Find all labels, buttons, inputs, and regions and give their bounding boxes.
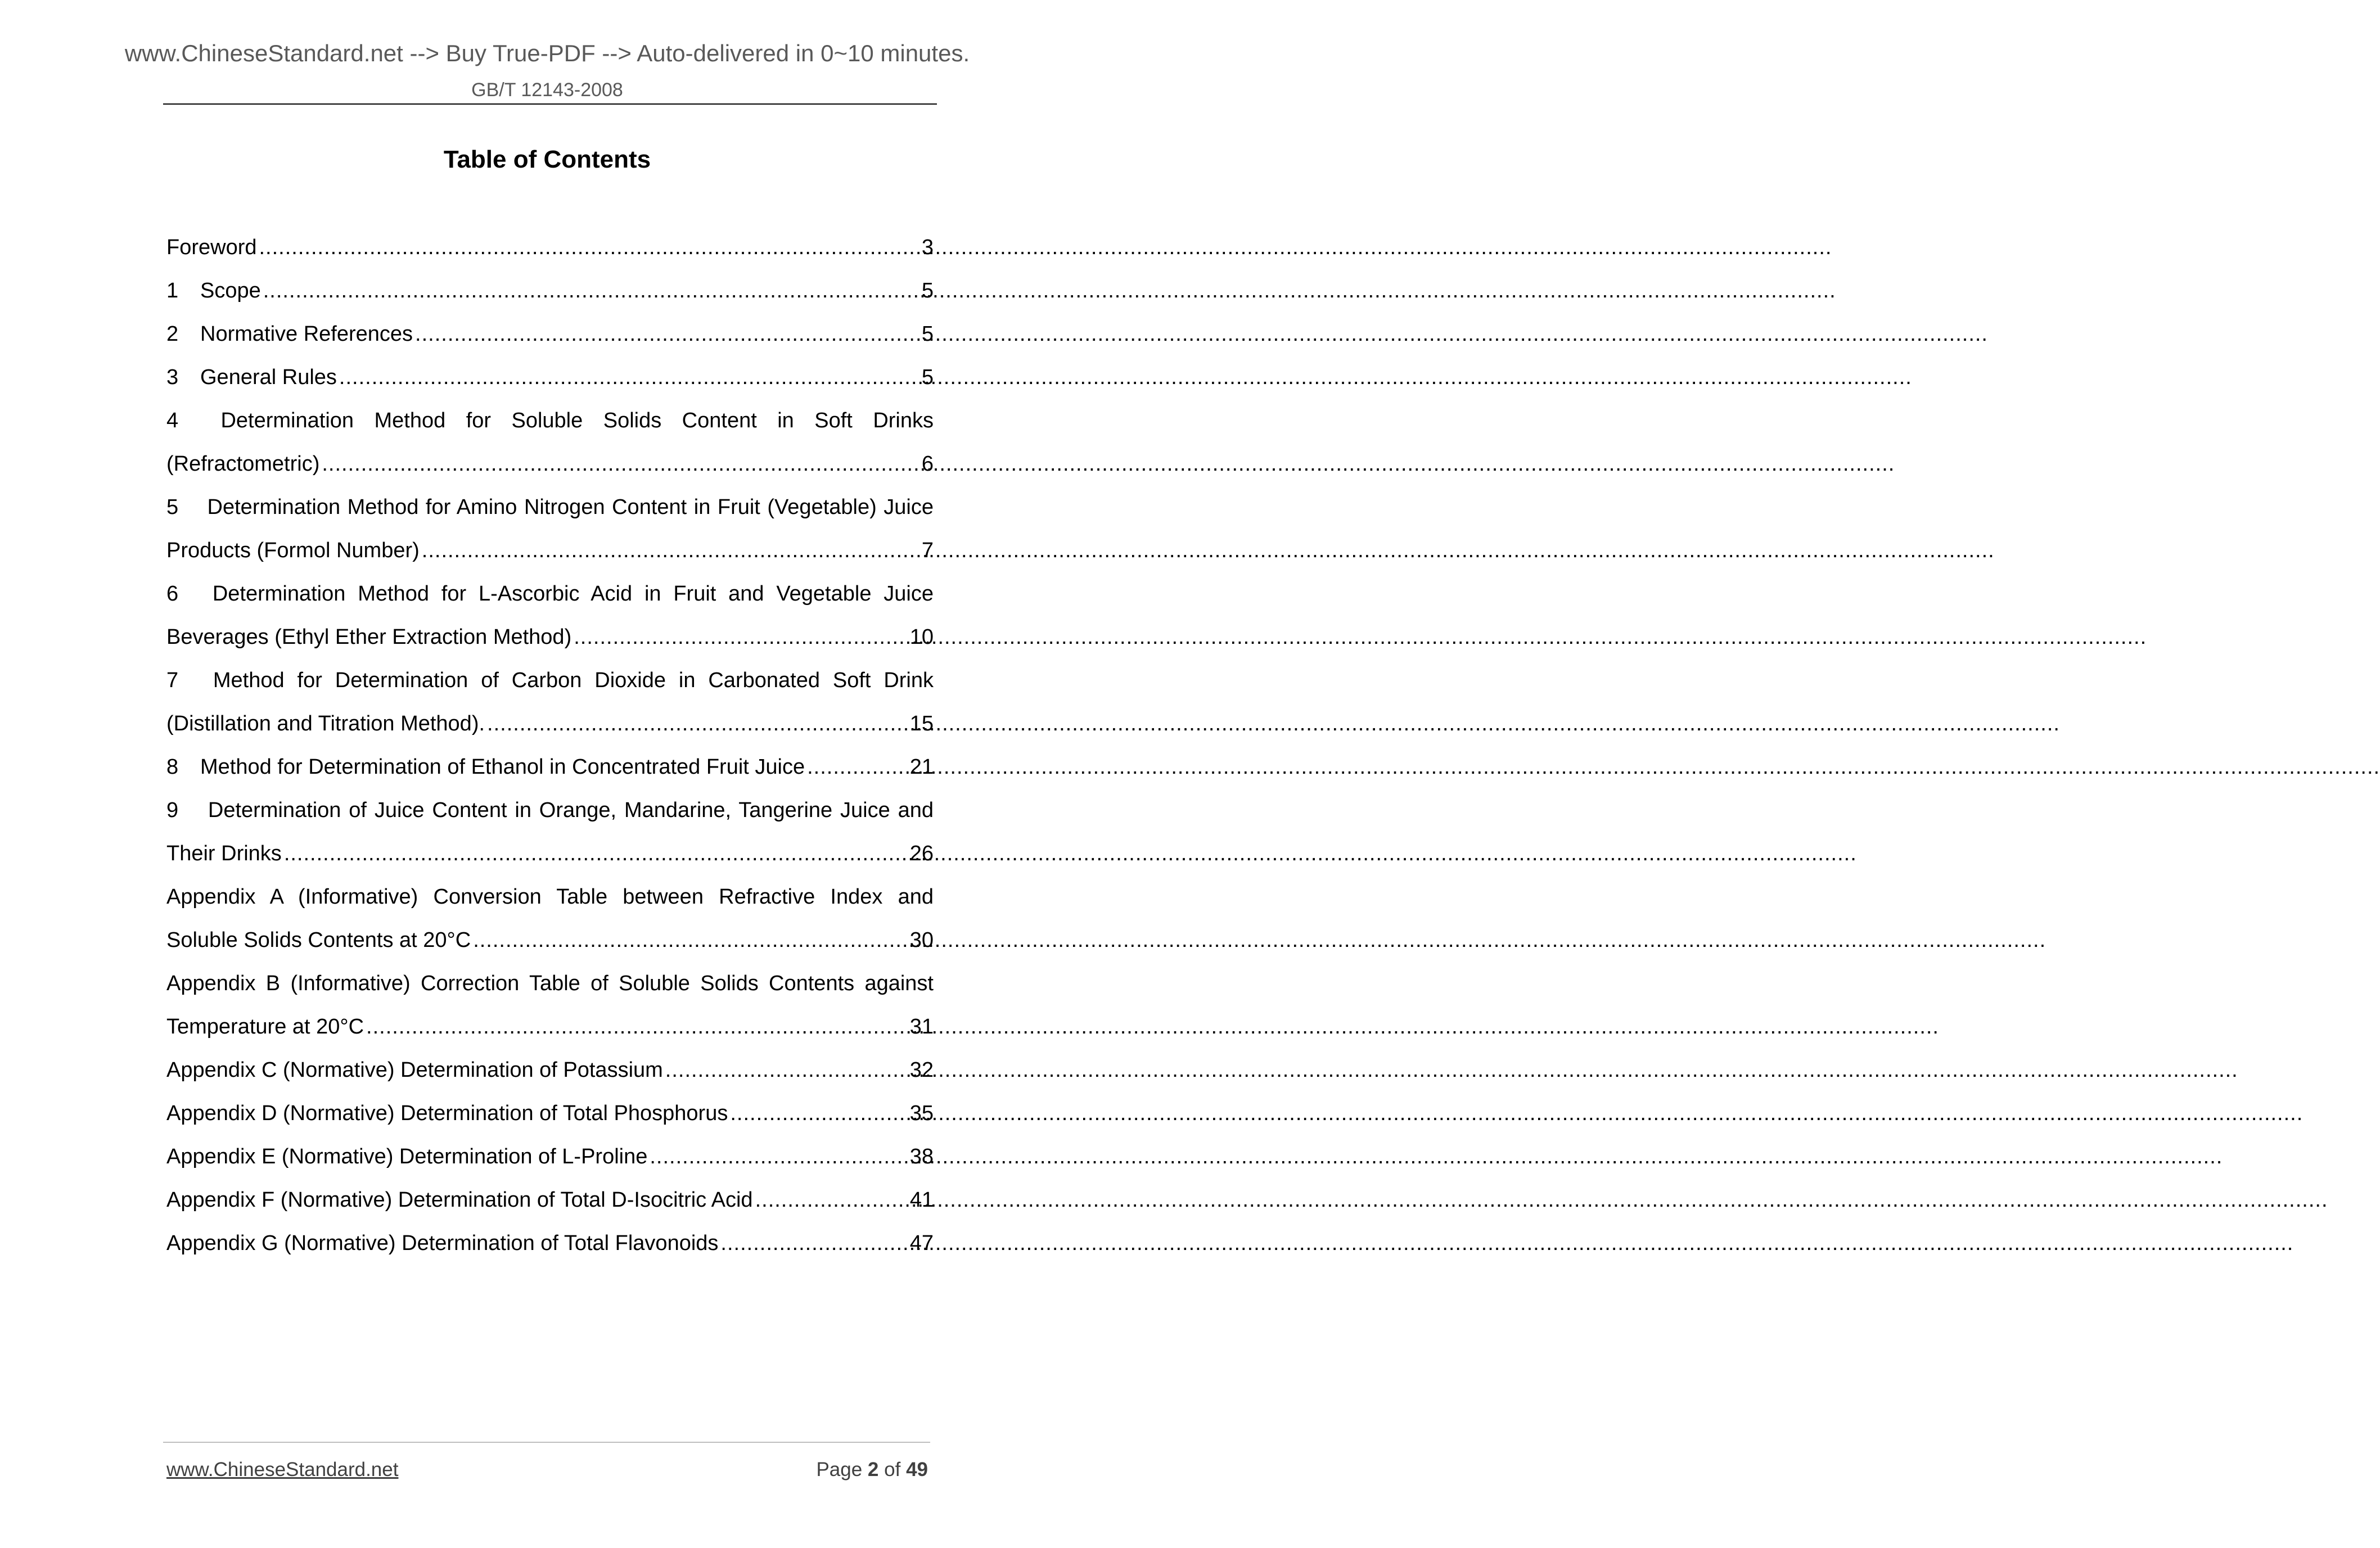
toc-entry-title-continued: Products (Formol Number): [166, 539, 420, 562]
toc-leader-dots: [473, 919, 908, 962]
toc-leader-dots: [322, 443, 919, 486]
toc-leader-dots: [807, 746, 908, 789]
toc-entry-page: 3: [921, 236, 934, 259]
toc-entry-title: General Rules: [200, 365, 337, 389]
toc-leader-dots: [415, 313, 919, 356]
toc-entry-title-continued: (Distillation and Titration Method).: [166, 712, 485, 735]
toc-entry-appendix-d[interactable]: [166, 1092, 934, 1135]
toc-entry-section-6-line1[interactable]: [166, 572, 934, 616]
toc-entry-number: 1: [166, 279, 179, 303]
toc-entry-page: 5: [921, 365, 934, 389]
toc-entry-general-rules[interactable]: [166, 356, 934, 399]
toc-entry-appendix-a-line2[interactable]: [166, 919, 934, 962]
toc-entry-section-4-line1[interactable]: [166, 399, 934, 443]
toc-entry-title-continued: Beverages (Ethyl Ether Extraction Method): [166, 625, 572, 649]
toc-leader-dots: [422, 529, 919, 572]
page-label: Page: [816, 1459, 863, 1481]
toc-entry-appendix-c[interactable]: [166, 1049, 934, 1092]
toc-entry-appendix-e[interactable]: [166, 1135, 934, 1179]
toc-leader-dots: [730, 1092, 907, 1135]
toc-entry-title: Determination Method for L-Ascorbic Acid in Fruit and Vegetable Juice: [212, 582, 934, 606]
toc-entry-appendix-a-line1[interactable]: [166, 875, 934, 919]
toc-entry-page: 30: [909, 928, 934, 952]
toc-entry-title: Determination Method for Amino Nitrogen Content in Fruit (Vegetable) Juice: [207, 495, 934, 519]
toc-entry-page: 35: [909, 1102, 934, 1125]
toc-entry-title: Normative References: [200, 322, 413, 346]
header-banner: www.ChineseStandard.net --> Buy True-PDF --> Auto-delivered in 0~10 minutes.: [124, 40, 970, 66]
toc-entry-title: Foreword: [166, 236, 257, 259]
toc-entry-page: 5: [921, 322, 934, 346]
toc-entry-section-7-line2[interactable]: [166, 702, 934, 746]
standard-code: GB/T 12143-2008: [471, 79, 623, 101]
toc-entry-number: 6: [166, 582, 179, 606]
toc-entry-appendix-b-line2[interactable]: [166, 1005, 934, 1049]
toc-entry-number: 7: [166, 669, 179, 692]
toc-entry-title: Appendix A (Informative) Conversion Table between Refractive Index and: [166, 885, 934, 909]
toc-entry-page: 21: [909, 755, 934, 779]
toc-entry-page: 5: [921, 279, 934, 303]
toc-entry-foreword[interactable]: [166, 226, 934, 269]
toc-leader-dots: [720, 1222, 907, 1265]
header-divider: [163, 103, 937, 105]
toc-entry-page: 6: [921, 452, 934, 476]
toc-entry-number: 5: [166, 495, 179, 519]
toc-entry-page: 31: [909, 1015, 934, 1039]
toc-entry-scope[interactable]: [166, 269, 934, 313]
toc-entry-section-9-line2[interactable]: [166, 832, 934, 875]
toc-leader-dots: [574, 616, 908, 659]
toc-entry-appendix-f[interactable]: [166, 1179, 934, 1222]
toc-leader-dots: [284, 832, 908, 875]
page-current: 2: [867, 1459, 879, 1481]
toc-entry-title: Method for Determination of Carbon Dioxide in Carbonated Soft Drink: [213, 669, 934, 692]
toc-entry-title: Method for Determination of Ethanol in Concentrated Fruit Juice: [200, 755, 805, 779]
toc-entry-title: Appendix B (Informative) Correction Table of Soluble Solids Contents against: [166, 972, 934, 995]
toc-entry-title-continued: Temperature at 20°C: [166, 1015, 364, 1039]
toc-entry-page: 10: [909, 625, 934, 649]
toc-entry-title: Appendix F (Normative) Determination of Total D-Isocitric Acid: [166, 1188, 753, 1212]
toc-list: [166, 226, 934, 1265]
toc-entry-page: 47: [909, 1231, 934, 1255]
toc-leader-dots: [650, 1135, 907, 1179]
toc-entry-title: Determination Method for Soluble Solids Content in Soft Drinks: [220, 409, 934, 432]
toc-entry-number: 8: [166, 755, 179, 779]
toc-entry-section-8[interactable]: [166, 746, 934, 789]
toc-leader-dots: [263, 269, 919, 313]
toc-entry-appendix-b-line1[interactable]: [166, 962, 934, 1005]
toc-entry-section-6-line2[interactable]: [166, 616, 934, 659]
toc-entry-normative-references[interactable]: [166, 313, 934, 356]
toc-entry-title: Appendix G (Normative) Determination of Total Flavonoids: [166, 1231, 719, 1255]
footer-site-link[interactable]: www.ChineseStandard.net: [166, 1459, 399, 1481]
toc-entry-title-continued: Their Drinks: [166, 842, 282, 865]
toc-entry-title: Scope: [200, 279, 261, 303]
toc-entry-number: 4: [166, 409, 179, 432]
toc-entry-page: 26: [909, 842, 934, 865]
toc-entry-section-5-line1[interactable]: [166, 486, 934, 529]
toc-leader-dots: [259, 226, 919, 269]
toc-entry-section-4-line2[interactable]: [166, 443, 934, 486]
page-of-label: of: [884, 1459, 901, 1481]
page-total: 49: [906, 1459, 928, 1481]
page-title: Table of Contents: [443, 146, 651, 173]
toc-entry-number: 9: [166, 798, 179, 822]
toc-entry-title-continued: (Refractometric): [166, 452, 320, 476]
toc-leader-dots: [755, 1179, 908, 1222]
toc-entry-page: 15: [909, 712, 934, 735]
toc-entry-title: Appendix C (Normative) Determination of Potassium: [166, 1058, 663, 1082]
toc-leader-dots: [665, 1049, 908, 1092]
toc-entry-number: 2: [166, 322, 179, 346]
toc-entry-section-7-line1[interactable]: [166, 659, 934, 702]
toc-leader-dots: [339, 356, 919, 399]
toc-entry-appendix-g[interactable]: [166, 1222, 934, 1265]
toc-entry-title-continued: Soluble Solids Contents at 20°C: [166, 928, 471, 952]
page-indicator: [816, 1460, 928, 1479]
toc-entry-page: 38: [909, 1145, 934, 1168]
toc-entry-title: Determination of Juice Content in Orange, Mandarine, Tangerine Juice and: [208, 798, 934, 822]
footer-divider: [163, 1442, 930, 1443]
toc-entry-title: Appendix D (Normative) Determination of Total Phosphorus: [166, 1102, 728, 1125]
toc-entry-page: 41: [909, 1188, 934, 1212]
toc-entry-page: 7: [921, 539, 934, 562]
toc-leader-dots: [487, 702, 908, 746]
toc-entry-section-5-line2[interactable]: [166, 529, 934, 572]
toc-entry-page: 32: [909, 1058, 934, 1082]
toc-leader-dots: [366, 1005, 908, 1049]
toc-entry-number: 3: [166, 365, 179, 389]
toc-entry-title: Appendix E (Normative) Determination of L-Proline: [166, 1145, 648, 1168]
toc-entry-section-9-line1[interactable]: [166, 789, 934, 832]
